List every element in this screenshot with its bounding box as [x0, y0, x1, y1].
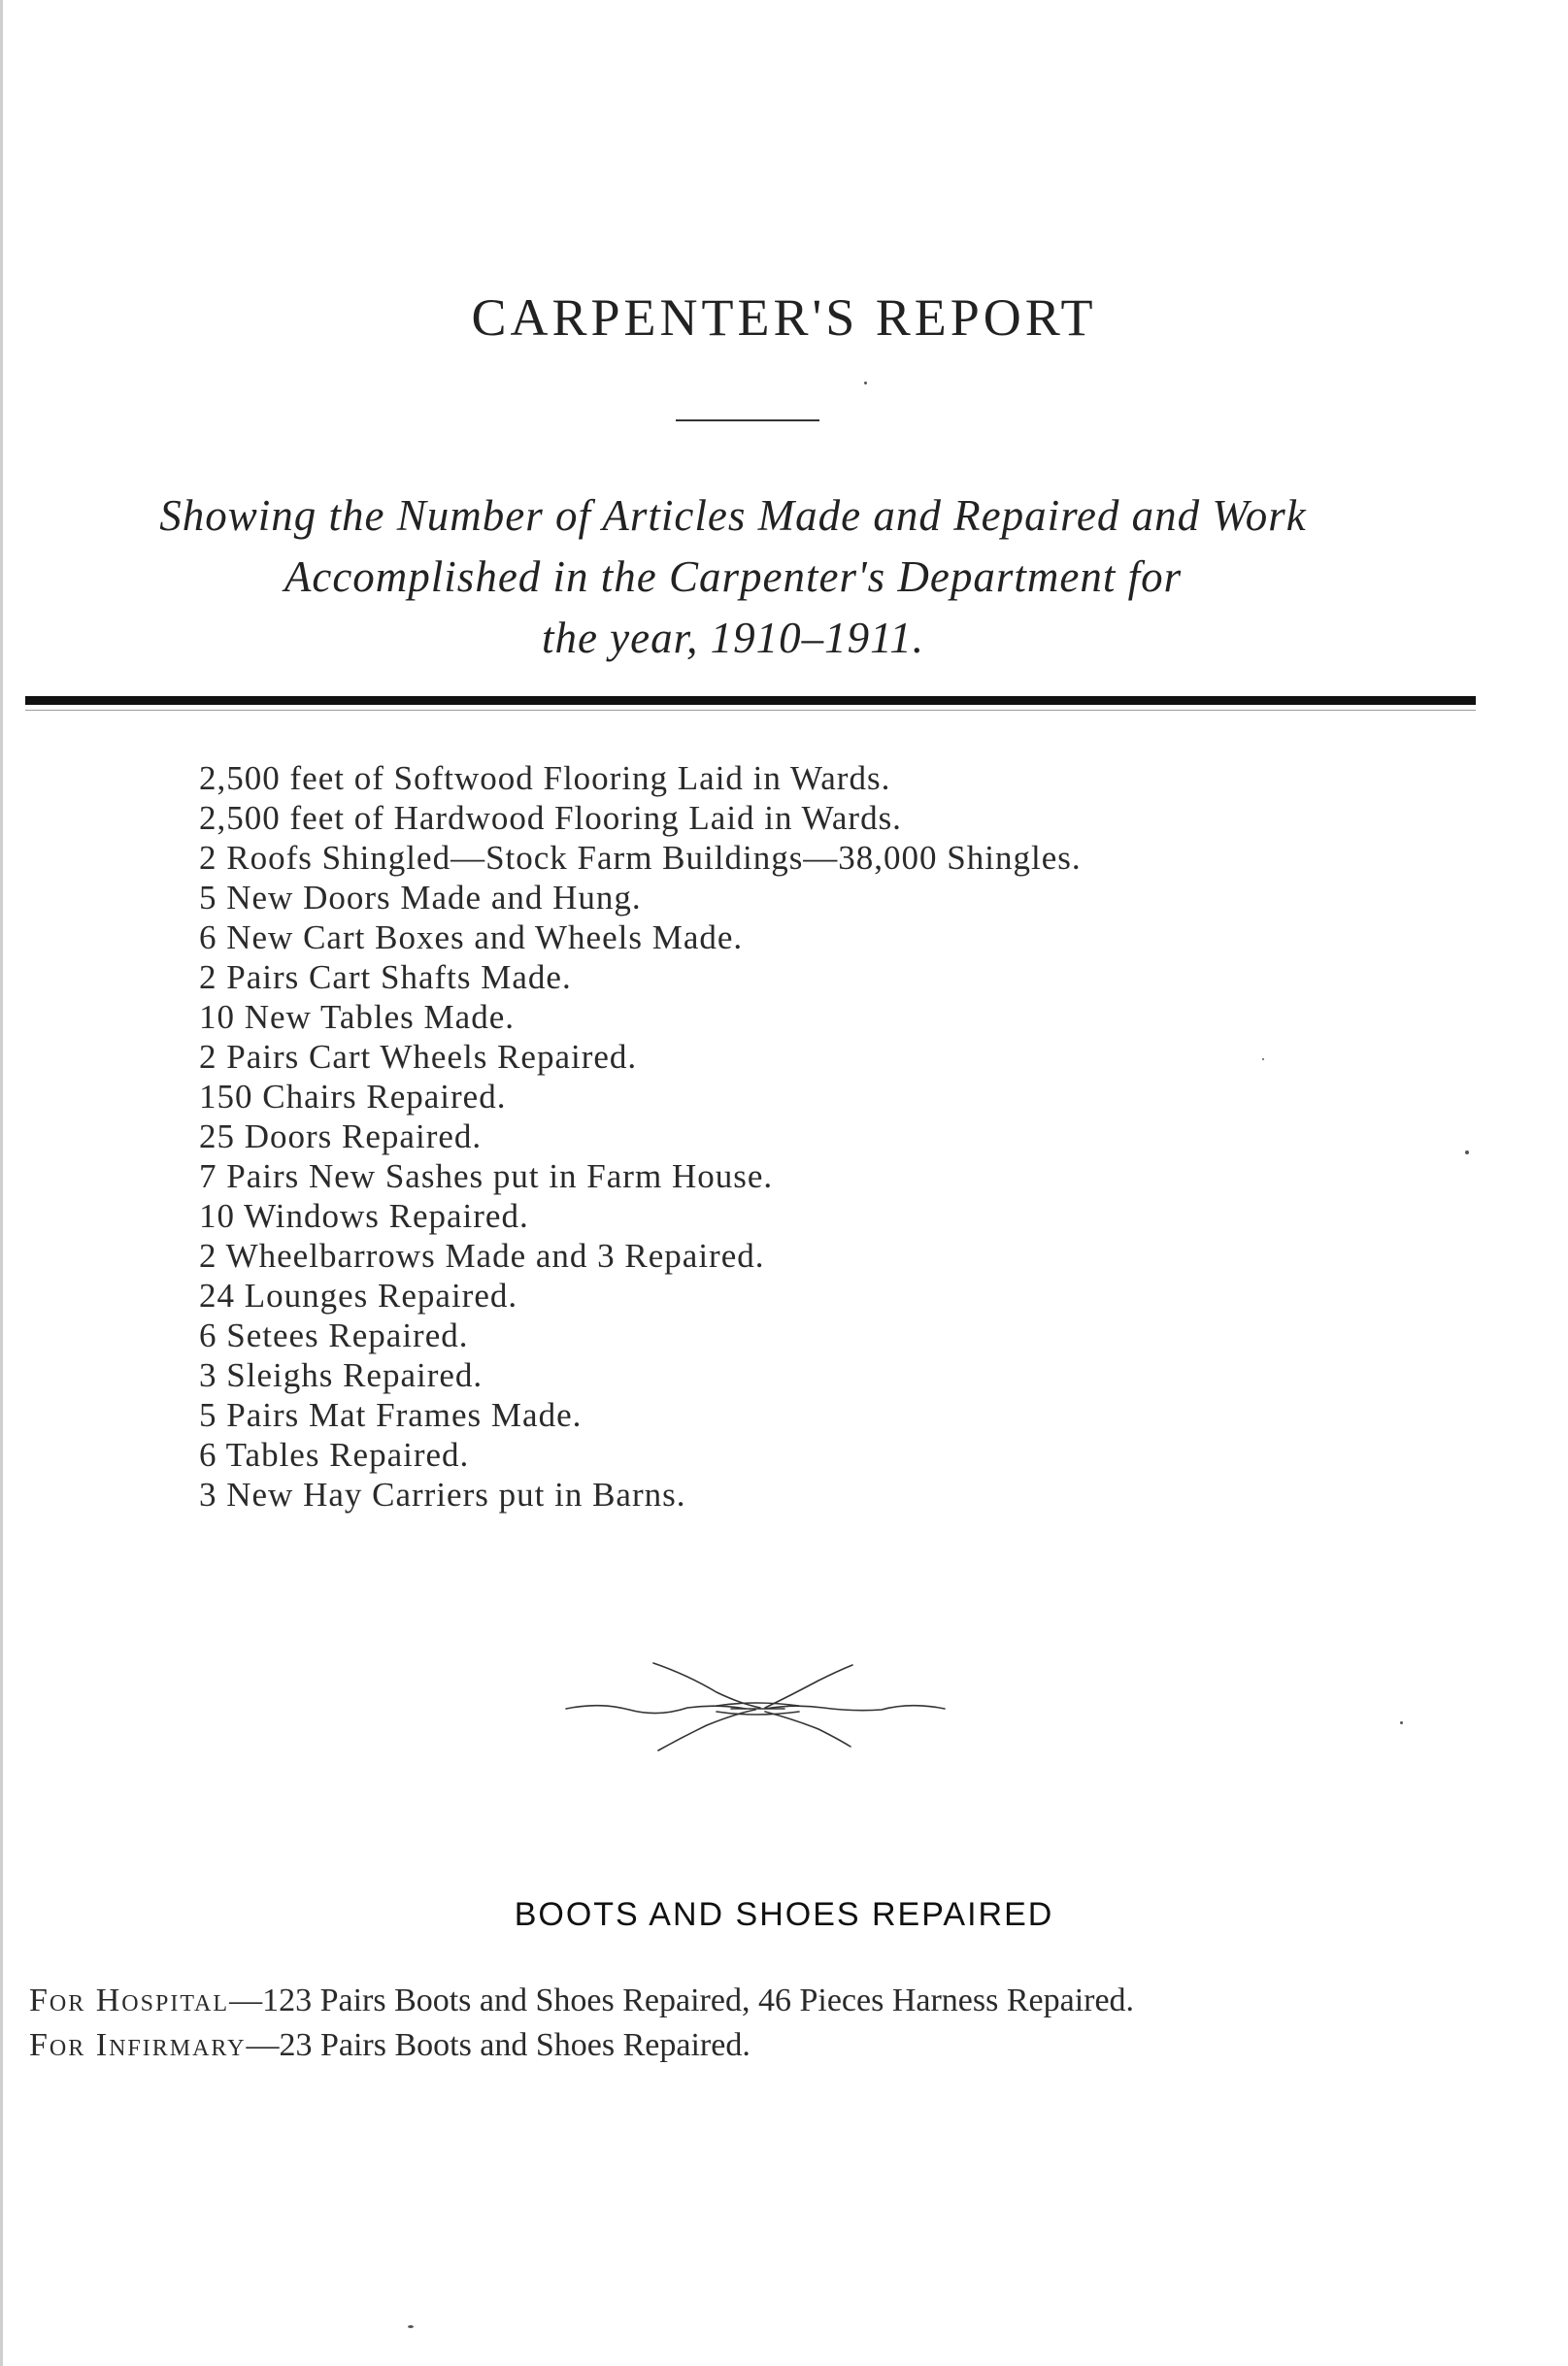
- scan-edge: [0, 0, 3, 2366]
- list-item: 2,500 feet of Softwood Flooring Laid in Wards.: [199, 759, 891, 797]
- list-item: 6 Tables Repaired.: [199, 1436, 470, 1474]
- list-item: 7 Pairs New Sashes put in Farm House.: [199, 1157, 774, 1195]
- list-item: 2 Wheelbarrows Made and 3 Repaired.: [199, 1237, 765, 1275]
- infirmary-text: —23 Pairs Boots and Shoes Repaired.: [246, 2027, 751, 2063]
- subtitle-line-3: the year, 1910–1911.: [541, 614, 925, 662]
- list-item: 2 Roofs Shingled—Stock Farm Buildings—38,000 Shingles.: [199, 839, 1082, 877]
- hospital-text: —123 Pairs Boots and Shoes Repaired, 46 Pieces Harness Repaired.: [229, 1983, 1135, 2018]
- hospital-label: For Hospital: [29, 1983, 230, 2018]
- infirmary-label: For Infirmary: [29, 2027, 247, 2063]
- list-item: 25 Doors Repaired.: [199, 1117, 483, 1155]
- list-item: 2 Pairs Cart Shafts Made.: [199, 958, 572, 996]
- list-item: 3 New Hay Carriers put in Barns.: [199, 1476, 686, 1514]
- report-subtitle: [39, 485, 1427, 669]
- list-item: 24 Lounges Repaired.: [199, 1277, 518, 1315]
- list-item: 5 Pairs Mat Frames Made.: [199, 1396, 583, 1434]
- scan-speck: [1465, 1150, 1469, 1154]
- subtitle-line-1: Showing the Number of Articles Made and Repaired and Work: [159, 491, 1307, 540]
- ornament-flourish-icon: [561, 1653, 950, 1760]
- scan-speck: [1262, 1058, 1264, 1060]
- list-item: 150 Chairs Repaired.: [199, 1078, 507, 1116]
- boots-repairs-block: [29, 1979, 1544, 2068]
- section-divider-thick: [25, 696, 1476, 705]
- list-item: 6 New Cart Boxes and Wheels Made.: [199, 918, 744, 956]
- scan-speck: [864, 382, 867, 384]
- section-divider-thin: [25, 710, 1476, 711]
- list-item: 5 New Doors Made and Hung.: [199, 879, 642, 916]
- list-item: 2,500 feet of Hardwood Flooring Laid in Wards.: [199, 799, 902, 837]
- list-item: 10 New Tables Made.: [199, 998, 515, 1036]
- scan-speck: [408, 2325, 414, 2328]
- list-item: 10 Windows Repaired.: [199, 1197, 529, 1235]
- list-item: 2 Pairs Cart Wheels Repaired.: [199, 1038, 638, 1076]
- list-item: 3 Sleighs Repaired.: [199, 1356, 484, 1394]
- scan-speck: [1400, 1721, 1403, 1724]
- hospital-line: [29, 1979, 1544, 2023]
- section-heading: BOOTS AND SHOES REPAIRED: [514, 1896, 1054, 1933]
- work-items-list: [199, 758, 1364, 1515]
- infirmary-line: [29, 2023, 1544, 2068]
- page-title: CARPENTER'S REPORT: [471, 288, 1097, 347]
- list-item: 6 Setees Repaired.: [199, 1316, 469, 1354]
- subtitle-line-2: Accomplished in the Carpenter's Department for: [284, 552, 1183, 601]
- title-divider: [676, 419, 819, 421]
